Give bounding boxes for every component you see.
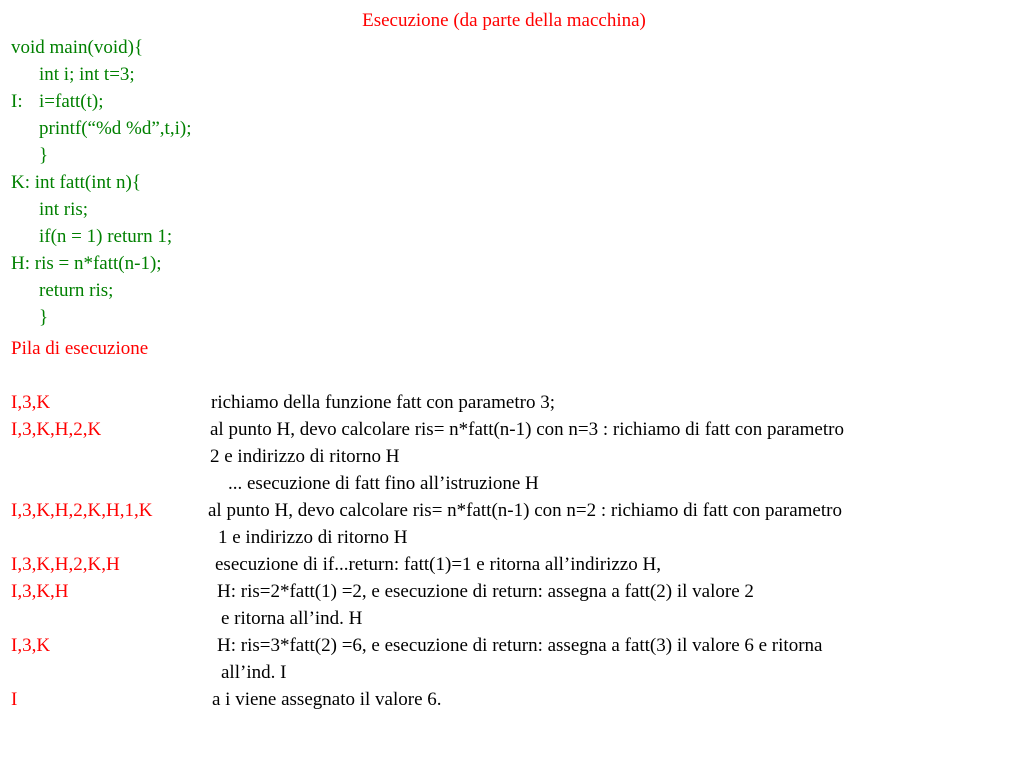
stack-state: I,3,K [11, 392, 51, 413]
code-text: i=fatt(t); [39, 91, 104, 112]
code-line [11, 223, 191, 250]
stack-description: al punto H, devo calcolare ris= n*fatt(n-1) con n=2 : richiamo di fatt con parametro [208, 500, 842, 521]
code-listing [11, 34, 191, 331]
code-line [11, 277, 191, 304]
stack-description: al punto H, devo calcolare ris= n*fatt(n-1) con n=3 : richiamo di fatt con parametro [210, 419, 844, 440]
stack-state: I,3,K,H [11, 581, 69, 602]
code-text: H: ris = n*fatt(n-1); [11, 253, 162, 274]
code-line [11, 115, 191, 142]
code-line [11, 34, 191, 61]
stack-row [11, 443, 1011, 470]
stack-row [11, 578, 1011, 605]
stack-row [11, 686, 1011, 713]
code-line [11, 88, 191, 115]
stack-description: H: ris=3*fatt(2) =6, e esecuzione di return: assegna a fatt(3) il valore 6 e ritorna [217, 635, 823, 656]
code-text: void main(void){ [11, 37, 144, 58]
code-line [11, 250, 191, 277]
code-text: int ris; [39, 199, 89, 220]
stack-row [11, 416, 1011, 443]
stack-row [11, 470, 1011, 497]
stack-row [11, 497, 1011, 524]
code-line [11, 196, 191, 223]
stack-description: ... esecuzione di fatt fino all’istruzione H [228, 473, 539, 494]
stack-description: 2 e indirizzo di ritorno H [210, 446, 400, 467]
stack-row [11, 389, 1011, 416]
stack-row [11, 659, 1011, 686]
stack-description: richiamo della funzione fatt con parametro 3; [211, 392, 555, 413]
code-line [11, 304, 191, 331]
code-label: I: [11, 91, 23, 112]
code-text: int i; int t=3; [39, 64, 135, 85]
stack-description: 1 e indirizzo di ritorno H [218, 527, 408, 548]
stack-heading: Pila di esecuzione [11, 338, 149, 359]
code-text: } [39, 307, 49, 328]
stack-description: e ritorna all’ind. H [221, 608, 363, 629]
stack-description: esecuzione di if...return: fatt(1)=1 e ritorna all’indirizzo H, [215, 554, 661, 575]
code-line [11, 61, 191, 88]
code-line [11, 169, 191, 196]
stack-trace [11, 389, 1011, 713]
code-text: K: int fatt(int n){ [11, 172, 141, 193]
stack-state: I,3,K [11, 635, 51, 656]
stack-state: I [11, 689, 18, 710]
stack-row [11, 524, 1011, 551]
code-line [11, 142, 191, 169]
stack-description: all’ind. I [221, 662, 287, 683]
stack-description: a i viene assegnato il valore 6. [212, 689, 442, 710]
code-text: if(n = 1) return 1; [39, 226, 173, 247]
stack-state: I,3,K,H,2,K,H,1,K [11, 500, 153, 521]
slide-title: Esecuzione (da parte della macchina) [362, 10, 646, 31]
stack-row [11, 605, 1011, 632]
stack-row [11, 632, 1011, 659]
stack-state: I,3,K,H,2,K [11, 419, 102, 440]
stack-description: H: ris=2*fatt(1) =2, e esecuzione di return: assegna a fatt(2) il valore 2 [217, 581, 754, 602]
code-text: printf(“%d %d”,t,i); [39, 118, 192, 139]
code-text: return ris; [39, 280, 114, 301]
stack-state: I,3,K,H,2,K,H [11, 554, 120, 575]
stack-row [11, 551, 1011, 578]
code-text: } [39, 145, 49, 166]
